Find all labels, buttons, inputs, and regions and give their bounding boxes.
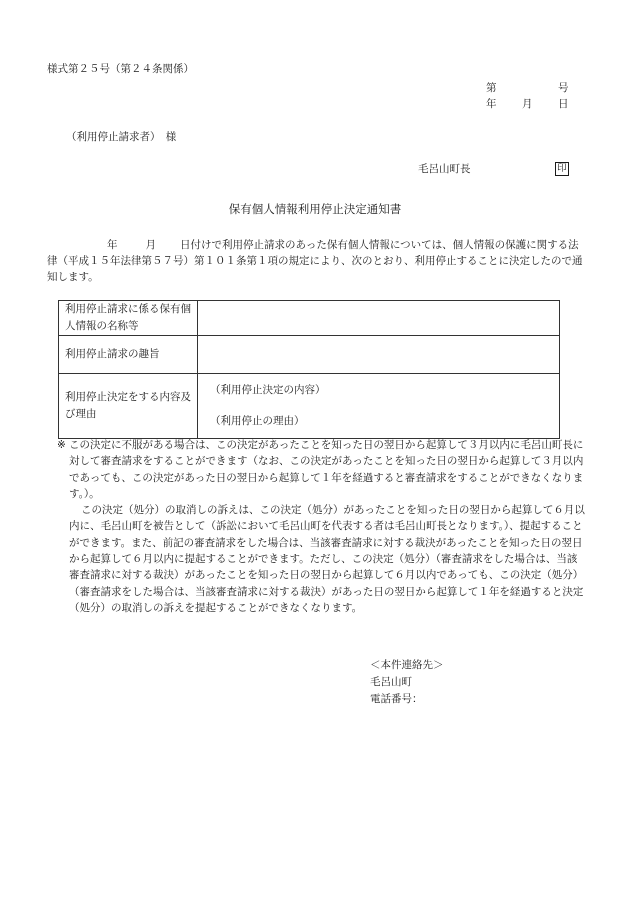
contact-org: 毛呂山町 xyxy=(370,676,412,688)
body-year: 年 xyxy=(107,239,118,251)
table-row xyxy=(59,374,560,439)
date-day: 日 xyxy=(558,98,569,110)
note-paragraph-lawsuit: この決定（処分）の取消しの訴えは、この決定（処分）があったことを知った日の翌日から起算して６月以内に、毛呂山町を被告として（訴訟において毛呂山町を代表する者は毛呂山町長となります。）、提起することができます。また、前記の審査請求をした場合は、当該審査請求に対する裁決があったことを知った日の翌日から起算して６月以内に提起することができます。ただし、この決定（処分）（審査請求をした場合は、当該審査請求に対する裁決）があったことを知った日の翌日から起算して６月以内であっても、この決定（処分）（審査請求をした場合は、当該審査請求に対する裁決）があった日の翌日から起算して１年を経過すると決定（処分）の取消しの訴えを提起することができなくなります。 xyxy=(69,504,585,614)
document-title: 保有個人情報利用停止決定通知書 xyxy=(228,202,402,216)
form-number: 様式第２５号（第２４条関係） xyxy=(47,63,194,75)
doc-no-suffix: 号 xyxy=(558,82,569,94)
row-value-decision xyxy=(198,374,560,439)
date-month: 月 xyxy=(522,98,533,110)
row-value-info-name xyxy=(198,301,560,336)
body-paragraph xyxy=(47,237,587,285)
sender-name: 毛呂山町長 xyxy=(418,163,471,175)
table-row xyxy=(59,301,560,336)
date-year: 年 xyxy=(486,98,497,110)
row-label-info-name: 利用停止請求に係る保有個人情報の名称等 xyxy=(59,301,198,336)
body-text: 日付けで利用停止請求のあった保有個人情報については、個人情報の保護に関する法律（平成１５年法律第５７号）第１０１条第１項の規定により、次のとおり、利用停止することに決定したので通知します。 xyxy=(47,239,583,283)
row-label-decision: 利用停止決定をする内容及び理由 xyxy=(59,374,198,439)
appeal-notice xyxy=(47,437,585,616)
decision-content-label: （利用停止決定の内容） xyxy=(210,384,326,396)
table-row xyxy=(59,336,560,374)
contact-block xyxy=(370,657,444,708)
note-mark: ※ xyxy=(57,439,66,451)
doc-no-prefix: 第 xyxy=(486,82,497,94)
body-month: 月 xyxy=(145,239,156,251)
decision-reason-label: （利用停止の理由） xyxy=(210,415,305,427)
row-label-purpose: 利用停止請求の趣旨 xyxy=(59,336,198,374)
contact-phone: 電話番号： xyxy=(370,693,423,705)
contact-heading: ＜本件連絡先＞ xyxy=(370,659,444,671)
note-paragraph-review: この決定に不服がある場合は、この決定があったことを知った日の翌日から起算して３月以内に毛呂山町長に対して審査請求をすることができます（なお、この決定があったことを知った日の翌日から起算して３月以内であっても、この決定があった日の翌日から起算して１年を経過すると審査請求をすることができなくなります。）。 xyxy=(69,439,584,500)
addressee: （利用停止請求者） 様 xyxy=(66,131,177,143)
decision-table xyxy=(58,300,560,439)
seal-stamp: 印 xyxy=(555,162,569,176)
row-value-purpose xyxy=(198,336,560,374)
